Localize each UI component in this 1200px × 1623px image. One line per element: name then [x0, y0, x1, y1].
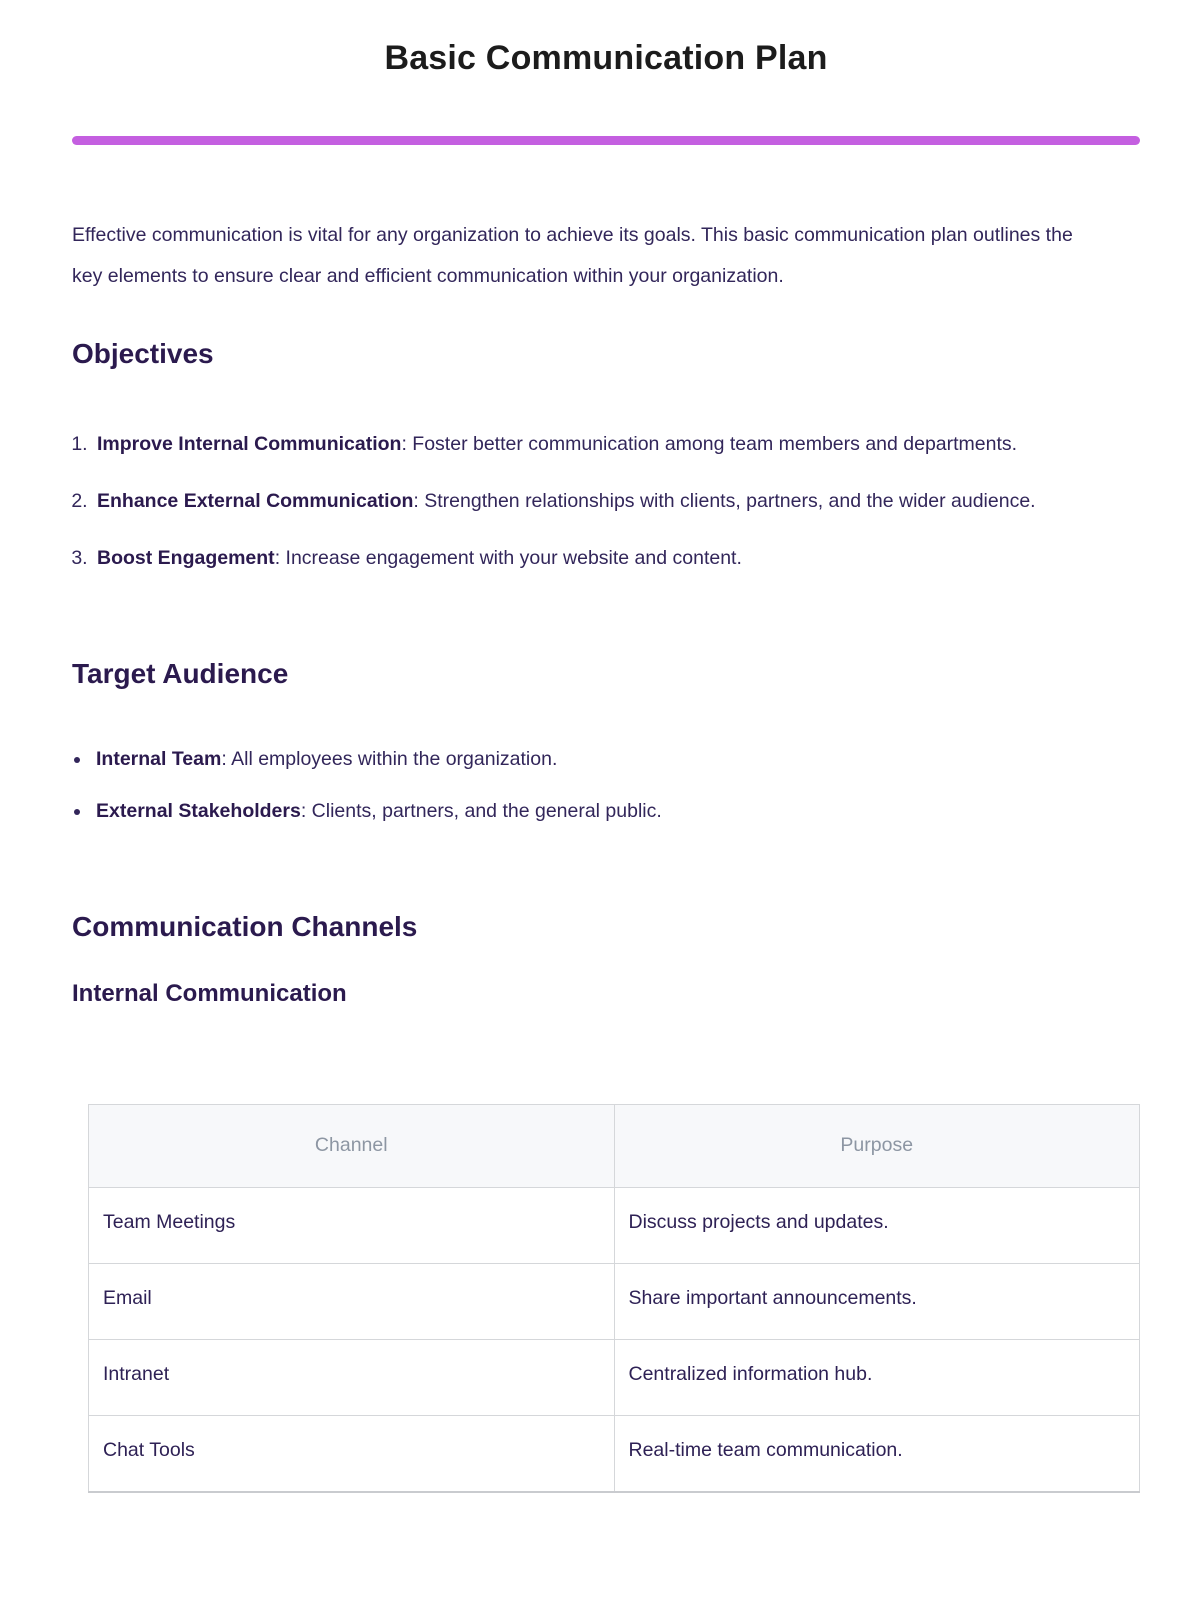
objective-item-text: : Strengthen relationships with clients, partners, and the wider audience. — [413, 490, 1036, 513]
accent-divider — [72, 136, 1140, 145]
communication-channels-heading: Communication Channels — [72, 910, 418, 942]
purpose-cell: Centralized information hub. — [614, 1340, 1140, 1416]
table-header-row — [89, 1105, 1140, 1188]
table-row — [89, 1264, 1140, 1340]
page-title: Basic Communication Plan — [384, 39, 828, 77]
purpose-cell: Share important announcements. — [614, 1264, 1140, 1340]
intro-paragraph: Effective communication is vital for any organization to achieve its goals. This basic communication plan outlines the key elements to ensure clear and efficient communication within your organization. — [72, 223, 1073, 287]
audience-item — [92, 741, 1140, 778]
objectives-list — [72, 426, 1140, 577]
objective-item-text: : Foster better communication among team members and departments. — [401, 433, 1018, 456]
table-row — [89, 1416, 1140, 1493]
channels-table-body — [89, 1188, 1140, 1493]
channels-table — [88, 1104, 1140, 1493]
table-row — [89, 1340, 1140, 1416]
objective-item — [93, 483, 1140, 520]
channel-cell: Email — [89, 1264, 615, 1340]
column-header-purpose: Purpose — [614, 1105, 1140, 1188]
channel-cell: Intranet — [89, 1340, 615, 1416]
purpose-cell: Discuss projects and updates. — [614, 1188, 1140, 1264]
table-row — [89, 1188, 1140, 1264]
objective-item — [93, 426, 1140, 463]
channel-cell: Team Meetings — [89, 1188, 615, 1264]
column-header-channel: Channel — [89, 1105, 615, 1188]
audience-item — [92, 793, 1140, 830]
channel-cell: Chat Tools — [89, 1416, 615, 1493]
internal-communication-subheading: Internal Communication — [72, 979, 347, 1007]
objectives-heading: Objectives — [72, 337, 214, 369]
audience-item-text: : All employees within the organization. — [221, 747, 558, 770]
audience-item-text: : Clients, partners, and the general public. — [300, 799, 662, 822]
channels-table-header — [89, 1105, 1140, 1188]
objective-item-label: Enhance External Communication — [97, 490, 414, 513]
objective-item-label: Improve Internal Communication — [97, 433, 402, 456]
objective-item — [93, 540, 1140, 577]
audience-item-label: External Stakeholders — [96, 799, 301, 822]
purpose-cell: Real-time team communication. — [614, 1416, 1140, 1493]
objective-item-label: Boost Engagement — [97, 547, 275, 570]
objective-item-text: : Increase engagement with your website and content. — [274, 547, 742, 570]
target-audience-list — [72, 741, 1140, 830]
audience-item-label: Internal Team — [96, 747, 222, 770]
target-audience-heading: Target Audience — [72, 658, 289, 690]
